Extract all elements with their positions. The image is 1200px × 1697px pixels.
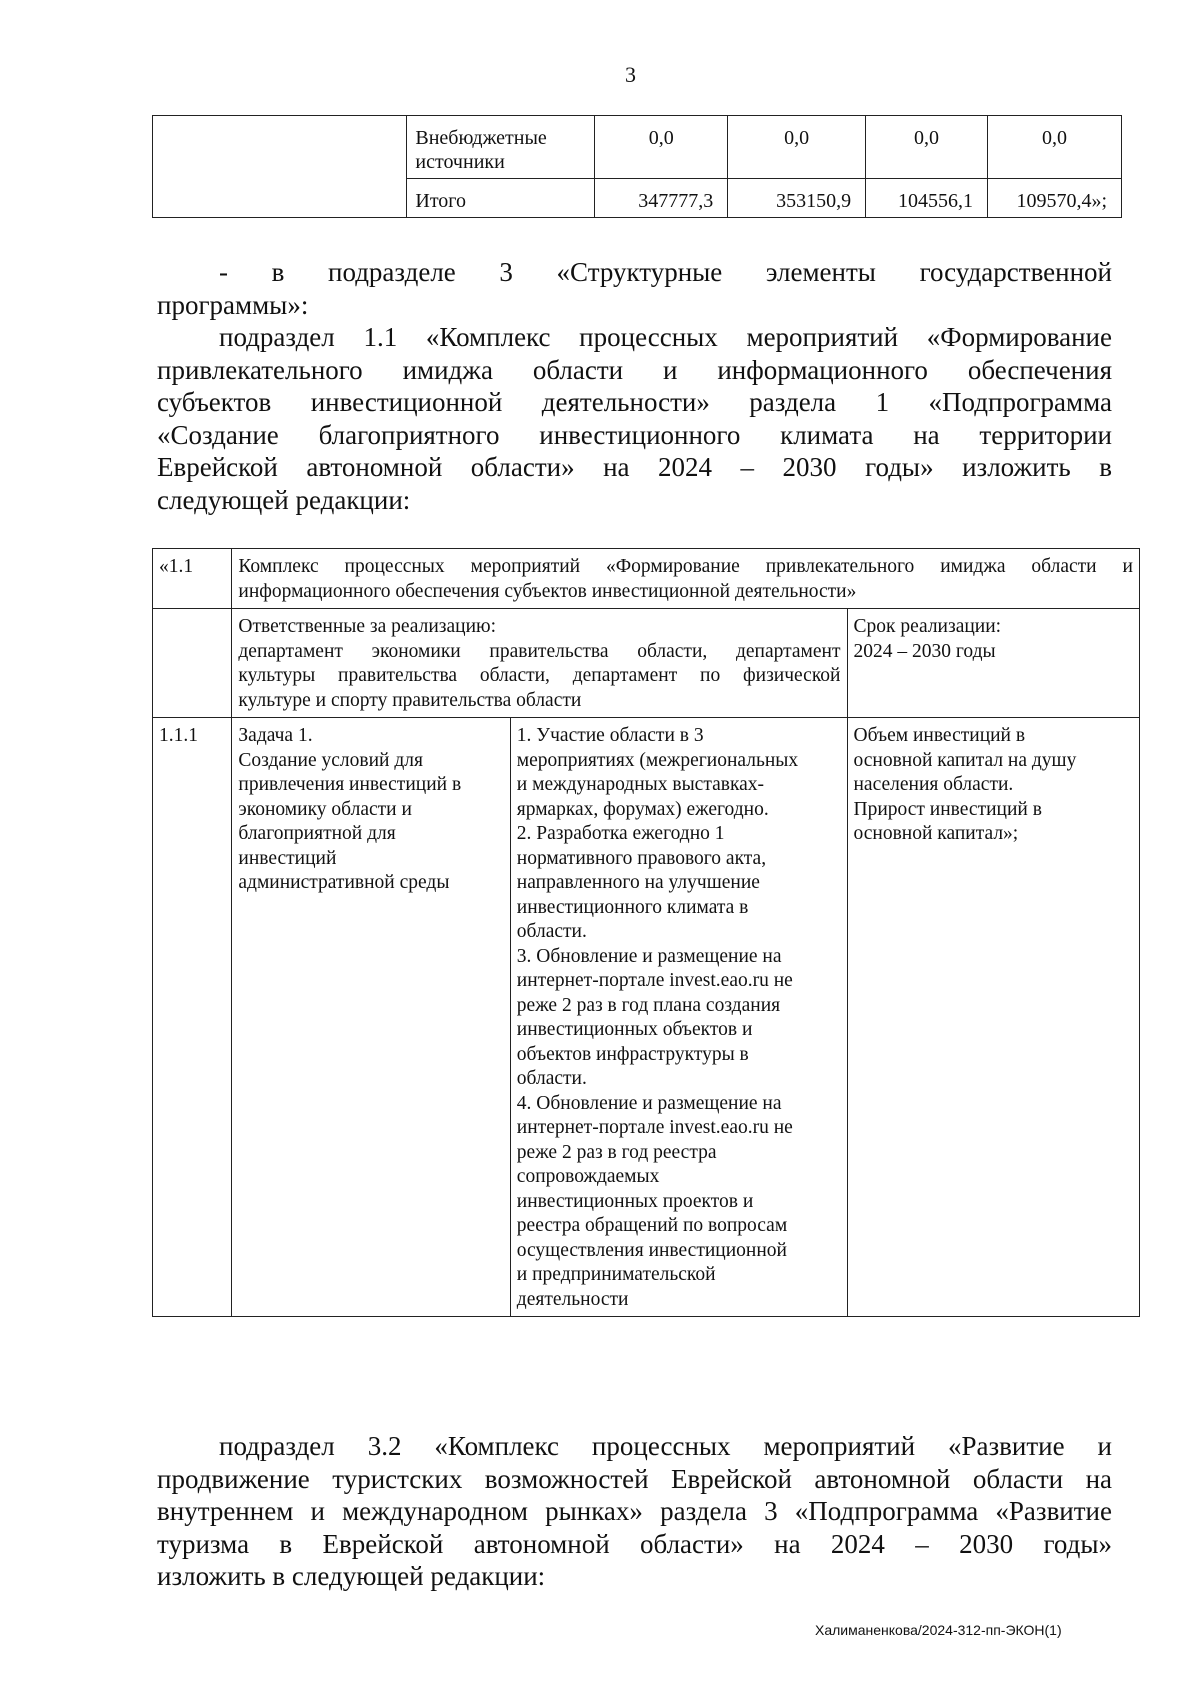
text-line: осуществления инвестиционной <box>516 1239 787 1261</box>
text-line: области. <box>516 921 587 942</box>
text-line: основной капитал»; <box>853 823 1019 844</box>
text-line: Создание условий для <box>238 749 423 771</box>
row-number: 1.1.1 <box>153 718 232 1317</box>
text-line: 3. Обновление и размещение на <box>516 945 782 967</box>
text-line: Прирост инвестиций в <box>853 798 1042 820</box>
text-line: подраздел 1.1 «Комплекс процессных мероприятий «Формирование <box>219 322 1112 352</box>
text-line: туризма в Еврейской автономной области» на 2024 – 2030 годы» <box>157 1528 1112 1559</box>
process-measures-table <box>152 548 1140 1317</box>
text-line: Еврейской автономной области» на 2024 – 2030 годы» изложить в <box>157 452 1112 482</box>
text-line: области. <box>516 1068 587 1089</box>
text-line: реже 2 раз в год реестра <box>516 1141 717 1163</box>
value-cell: 347777,3 <box>595 179 728 218</box>
text-line: мероприятиях (межрегиональных <box>516 749 799 771</box>
results-cell <box>510 718 847 1317</box>
text-line: следующей редакции: <box>157 484 411 515</box>
subsection-1-1-paragraph <box>157 321 1112 516</box>
indicators-cell <box>847 718 1140 1317</box>
text-line: инвестиционного климата в <box>516 896 749 918</box>
text-line: «Создание благоприятного инвестиционного климата на территории <box>157 419 1112 450</box>
text-line: продвижение туристских возможностей Еврейской автономной области на <box>157 1463 1112 1494</box>
text-line: субъектов инвестиционной деятельности» раздела 1 «Подпрограмма <box>157 387 1112 417</box>
table-row <box>153 549 1140 609</box>
text-line: Задача 1. <box>238 725 313 746</box>
text-line: и предпринимательской <box>516 1264 716 1285</box>
text-line: административной среды <box>238 872 450 893</box>
text-line: и международных выставках- <box>516 774 765 795</box>
text-line: привлечения инвестиций в <box>238 774 462 795</box>
row-number: «1.1 <box>153 549 232 609</box>
term-cell <box>847 609 1140 718</box>
text-line: изложить в следующей редакции: <box>157 1561 546 1591</box>
responsible-cell <box>232 609 847 718</box>
value-cell: 353150,9 <box>728 179 866 218</box>
text-line: программы»: <box>157 289 309 320</box>
row-label: Внебюджетные источники <box>407 116 595 179</box>
text-line: ярмарках, форумах) ежегодно. <box>516 798 769 820</box>
text-line: Ответственные за реализацию: <box>238 616 497 637</box>
value-cell: 0,0 <box>866 116 988 179</box>
value-cell: 109570,4»; <box>988 179 1122 218</box>
text-line: реестра обращений по вопросам <box>516 1215 788 1236</box>
text-line: культуре и спорту правительства области <box>238 689 582 711</box>
text-line: деятельности <box>516 1288 629 1310</box>
table-row <box>153 718 1140 1317</box>
subsection-3-2-paragraph <box>157 1430 1112 1593</box>
document-code: Халиманенкова/2024-312-пп-ЭКОН(1) <box>815 1622 1062 1638</box>
text-line: Комплекс процессных мероприятий «Формирование привлекательного имиджа области и <box>238 556 1133 577</box>
text-line: - в подразделе 3 «Структурные элементы государственной <box>219 257 1112 287</box>
text-line: основной капитал на душу <box>853 749 1077 771</box>
finance-table <box>152 115 1122 218</box>
text-line: инвестиций <box>238 847 337 869</box>
text-line: интернет-портале invest.eao.ru не <box>516 1117 793 1138</box>
row-label: Итого <box>407 179 595 218</box>
text-line: нормативного правового акта, <box>516 847 767 869</box>
text-line: экономику области и <box>238 798 412 820</box>
text-line: инвестиционных проектов и <box>516 1190 754 1212</box>
text-line: привлекательного имиджа области и информационного обеспечения <box>157 354 1112 385</box>
text-line: департамент экономики правительства области, департамент <box>238 640 841 662</box>
text-line: 2. Разработка ежегодно 1 <box>516 823 725 844</box>
text-line: информационного обеспечения субъектов инвестиционной деятельности» <box>238 580 857 602</box>
section3-intro <box>157 256 1112 321</box>
text-line: направленного на улучшение <box>516 872 760 893</box>
empty-cell <box>153 609 232 718</box>
table-row <box>153 116 1122 179</box>
text-line: культуры правительства области, департамент по физической <box>238 665 841 686</box>
empty-cell <box>153 116 407 218</box>
text-line: инвестиционных объектов и <box>516 1019 753 1040</box>
text-line: Срок реализации: <box>853 616 1002 637</box>
text-line: благоприятной для <box>238 823 396 844</box>
table-row <box>153 609 1140 718</box>
page-number: 3 <box>625 62 636 87</box>
text-line: реже 2 раз в год плана создания <box>516 994 781 1016</box>
value-cell: 104556,1 <box>866 179 988 218</box>
text-line: интернет-портале invest.eao.ru не <box>516 970 793 991</box>
text-line: подраздел 3.2 «Комплекс процессных мероприятий «Развитие и <box>219 1431 1112 1461</box>
text-line: объектов инфраструктуры в <box>516 1043 749 1065</box>
task-cell <box>232 718 510 1317</box>
value-cell: 0,0 <box>728 116 866 179</box>
text-line: Объем инвестиций в <box>853 725 1026 746</box>
text-line: 2024 – 2030 годы <box>853 640 996 662</box>
value-cell: 0,0 <box>988 116 1122 179</box>
text-line: внутреннем и международном рынках» раздела 3 «Подпрограмма «Развитие <box>157 1496 1112 1526</box>
value-cell: 0,0 <box>595 116 728 179</box>
text-line: 1. Участие области в 3 <box>516 725 704 746</box>
complex-title <box>232 549 1140 609</box>
text-line: 4. Обновление и размещение на <box>516 1092 782 1114</box>
text-line: населения области. <box>853 774 1014 795</box>
text-line: сопровождаемых <box>516 1166 660 1187</box>
